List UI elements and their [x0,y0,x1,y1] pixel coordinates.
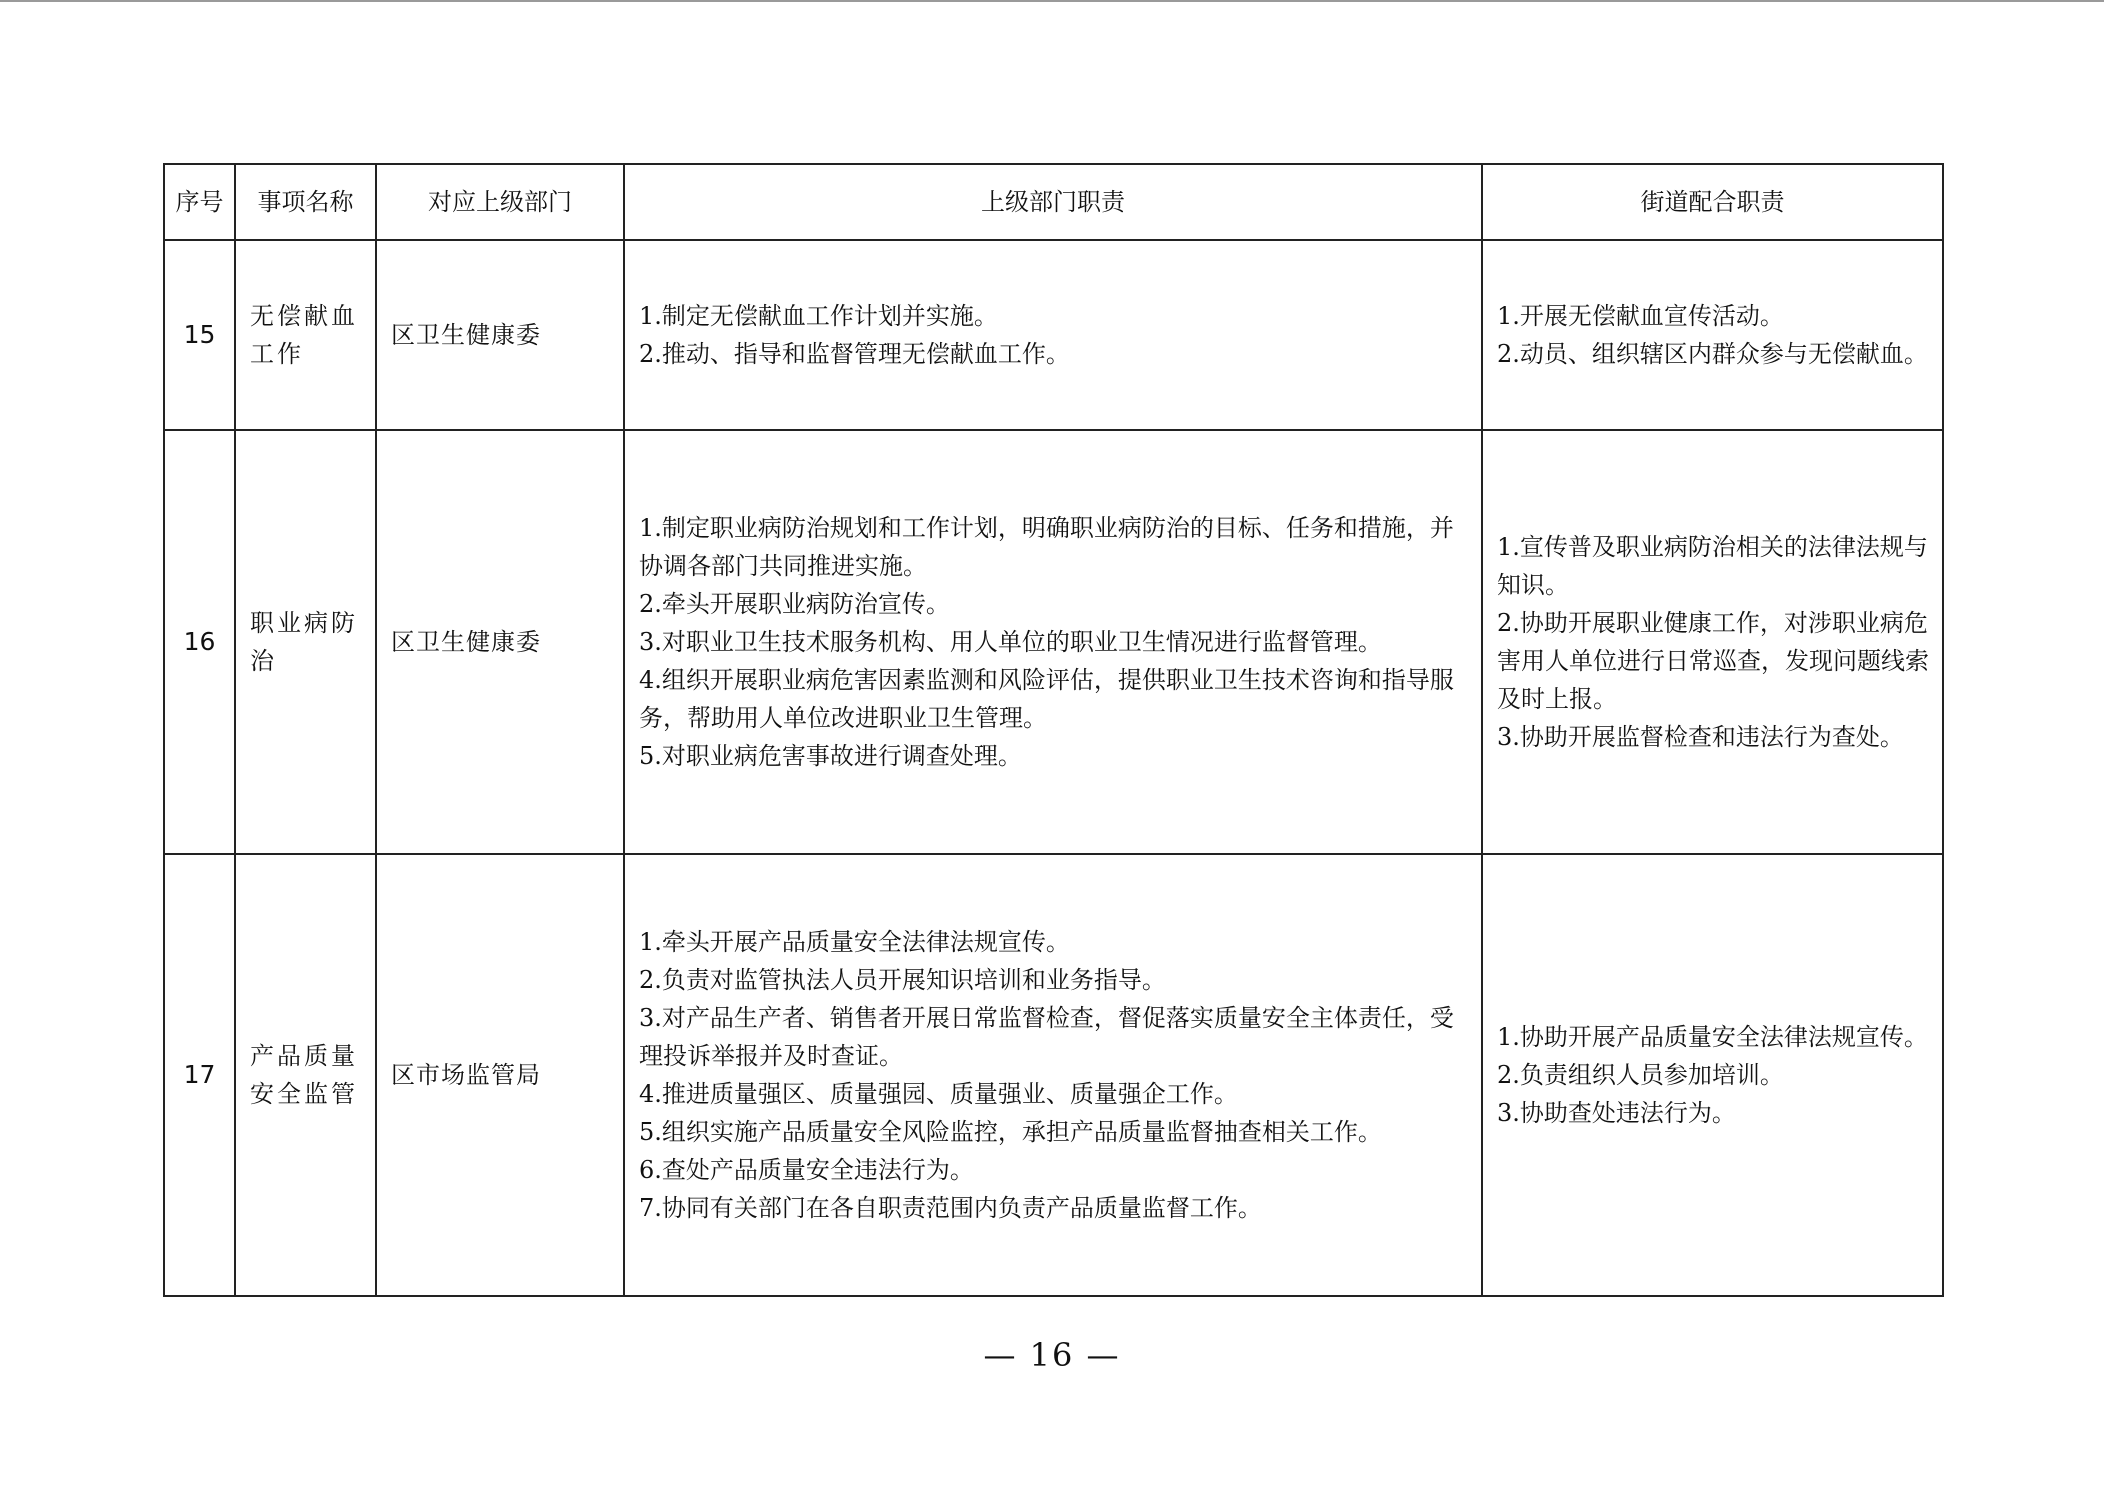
table-header-row [164,164,1943,240]
duty-item: 6.查处产品质量安全违法行为。 [639,1156,974,1184]
cooperation-item: 1.协助开展产品质量安全法律法规宣传。 [1497,1023,1928,1051]
table-row [164,854,1943,1296]
row-item-name: 产品质量安全监管 [235,854,376,1296]
row-item-name: 无偿献血工作 [235,240,376,430]
cooperation-item: 3.协助查处违法行为。 [1497,1099,1736,1127]
cooperation-item: 1.宣传普及职业病防治相关的法律法规与知识。 [1497,533,1928,599]
header-street-cooperation-duties: 街道配合职责 [1482,164,1943,240]
row-serial-number: 15 [164,240,235,430]
header-superior-department: 对应上级部门 [376,164,624,240]
row-street-cooperation-duties [1482,240,1943,430]
row-superior-department: 区市场监管局 [376,854,624,1296]
duty-item: 5.组织实施产品质量安全风险监控，承担产品质量监督抽查相关工作。 [639,1118,1382,1146]
row-department-duties [624,854,1482,1296]
row-department-duties [624,240,1482,430]
duty-item: 1.制定无偿献血工作计划并实施。 [639,302,998,330]
row-department-duties [624,430,1482,854]
page-number: — 16 — [983,1336,1121,1374]
duty-item: 2.负责对监管执法人员开展知识培训和业务指导。 [639,966,1166,994]
duty-item: 7.协同有关部门在各自职责范围内负责产品质量监督工作。 [639,1194,1262,1222]
duty-item: 3.对产品生产者、销售者开展日常监督检查，督促落实质量安全主体责任，受理投诉举报并及时查证。 [639,1004,1454,1070]
header-item-name: 事项名称 [235,164,376,240]
row-serial-number: 17 [164,854,235,1296]
duty-table-container [163,163,1942,1297]
row-street-cooperation-duties [1482,430,1943,854]
header-serial-number: 序号 [164,164,235,240]
duty-table [163,163,1944,1297]
header-department-duties: 上级部门职责 [624,164,1482,240]
table-row [164,240,1943,430]
duty-item: 1.制定职业病防治规划和工作计划，明确职业病防治的目标、任务和措施，并协调各部门共同推进实施。 [639,514,1454,580]
duty-item: 4.推进质量强区、质量强园、质量强业、质量强企工作。 [639,1080,1238,1108]
cooperation-item: 1.开展无偿献血宣传活动。 [1497,302,1784,330]
row-street-cooperation-duties [1482,854,1943,1296]
cooperation-item: 3.协助开展监督检查和违法行为查处。 [1497,723,1904,751]
duty-item: 2.推动、指导和监督管理无偿献血工作。 [639,340,1070,368]
row-serial-number: 16 [164,430,235,854]
duty-item: 1.牵头开展产品质量安全法律法规宣传。 [639,928,1070,956]
duty-item: 2.牵头开展职业病防治宣传。 [639,590,950,618]
row-superior-department: 区卫生健康委 [376,430,624,854]
duty-item: 4.组织开展职业病危害因素监测和风险评估，提供职业卫生技术咨询和指导服务，帮助用人单位改进职业卫生管理。 [639,666,1454,732]
duty-item: 3.对职业卫生技术服务机构、用人单位的职业卫生情况进行监督管理。 [639,628,1382,656]
duty-item: 5.对职业病危害事故进行调查处理。 [639,742,1022,770]
cooperation-item: 2.协助开展职业健康工作，对涉职业病危害用人单位进行日常巡查，发现问题线索及时上报。 [1497,609,1929,713]
row-superior-department: 区卫生健康委 [376,240,624,430]
cooperation-item: 2.动员、组织辖区内群众参与无偿献血。 [1497,340,1928,368]
cooperation-item: 2.负责组织人员参加培训。 [1497,1061,1784,1089]
page-top-border [0,0,2104,2]
table-row [164,430,1943,854]
row-item-name: 职业病防治 [235,430,376,854]
